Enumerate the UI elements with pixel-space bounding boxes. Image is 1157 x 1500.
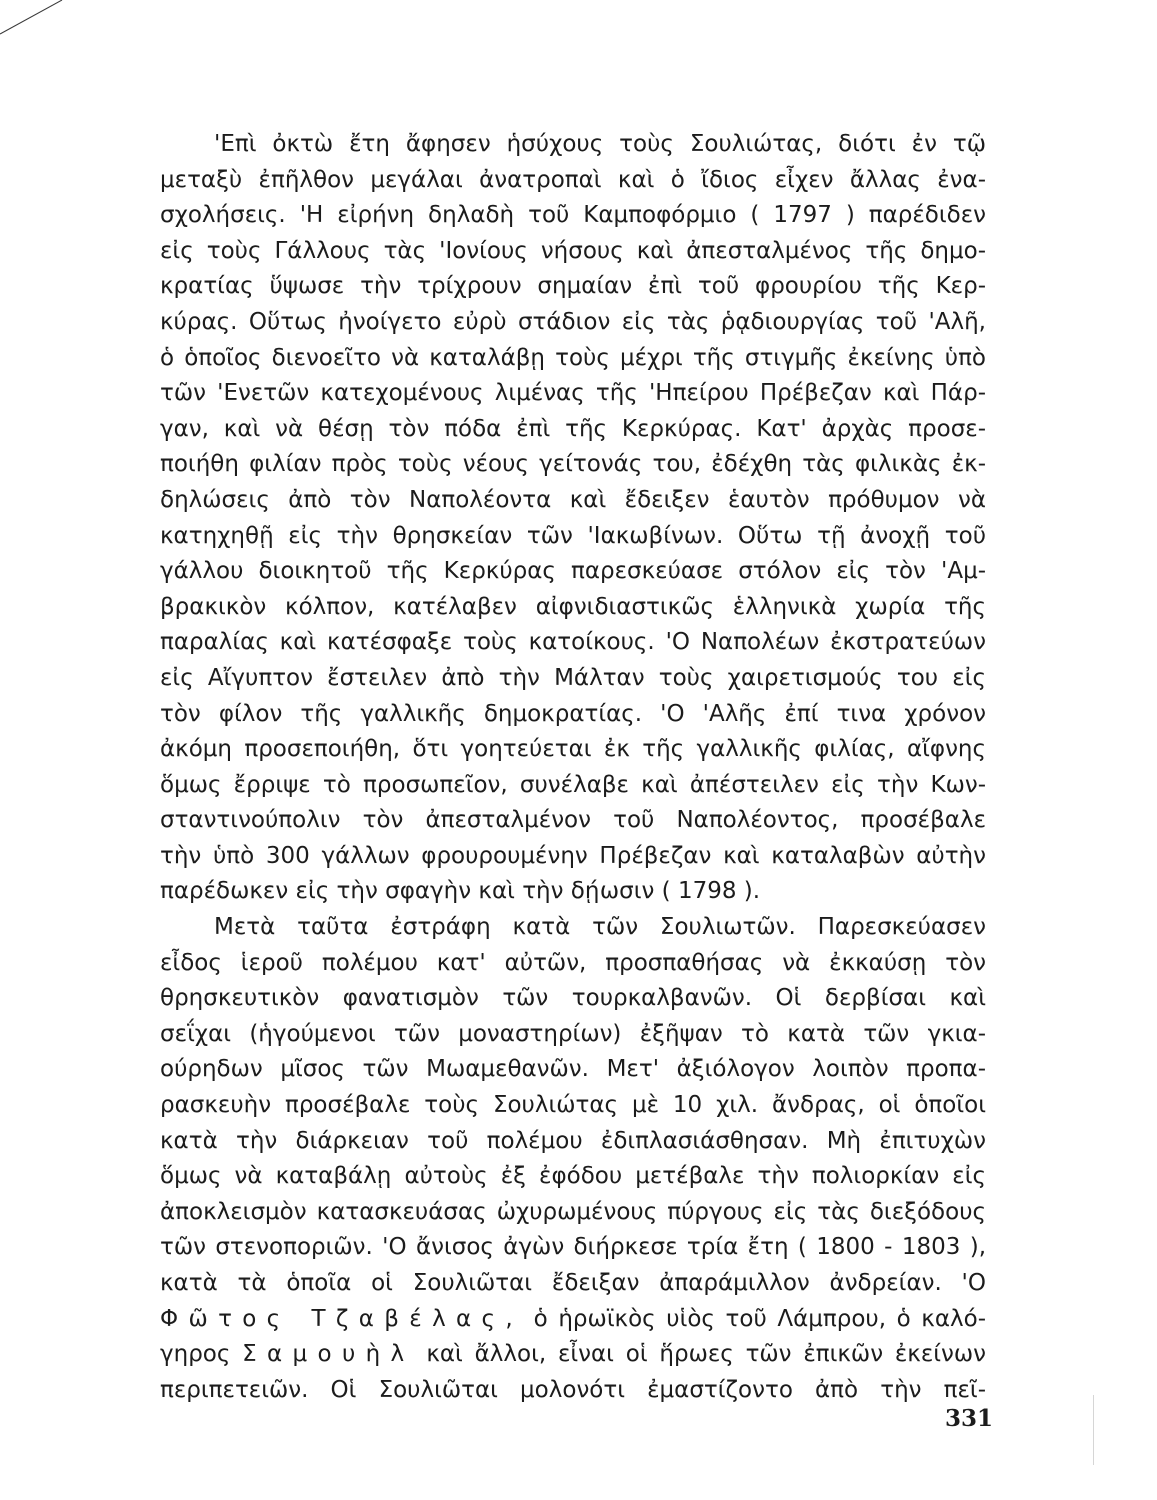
page-number: 331 bbox=[945, 1405, 994, 1432]
text-line: σεΐχαι (ἡγούμενοι τῶν μοναστηρίων) ἐξῆψαν τὸ κατὰ τῶν γκια- bbox=[160, 1020, 986, 1047]
name-fotos-tzavelas: Φῶτος Τζαβέλας, bbox=[160, 1305, 524, 1332]
text-line: περιπετειῶν. Οἱ Σουλιῶται μολονότι ἐμαστίζοντο ἀπὸ τὴν πεῖ- bbox=[160, 1376, 986, 1403]
text-line-fotos bbox=[160, 1302, 986, 1338]
text-line: ὁ ὁποῖος διενοεῖτο νὰ καταλάβῃ τοὺς μέχρι τῆς στιγμῆς ἐκείνης ὑπὸ bbox=[160, 344, 986, 371]
name-samouil: Σαμουὴλ bbox=[242, 1341, 415, 1368]
text-line: κατηχηθῇ εἰς τὴν θρησκείαν τῶν 'Ιακωβίνων. Οὕτω τῇ ἀνοχῇ τοῦ bbox=[160, 522, 986, 549]
text-line: κατὰ τὰ ὁποῖα οἱ Σουλιῶται ἔδειξαν ἀπαράμιλλον ἀνδρείαν. 'Ο bbox=[160, 1270, 986, 1296]
text-line: σταντινούπολιν τὸν ἀπεσταλμένον τοῦ Ναπολέοντος, προσέβαλε bbox=[160, 807, 986, 834]
text-fragment: ὁ ἡρωϊκὸς υἱὸς τοῦ Λάμπρου, ὁ καλό- bbox=[533, 1305, 986, 1332]
text-line: ὅμως νὰ καταβάλῃ αὐτοὺς ἐξ ἐφόδου μετέβαλε τὴν πολιορκίαν εἰς bbox=[160, 1163, 986, 1190]
text-line: ούρηδων μῖσος τῶν Μωαμεθανῶν. Μετ' ἀξιόλογον λοιπὸν προπα- bbox=[160, 1056, 986, 1083]
text-line: κατὰ τὴν διάρκειαν τοῦ πολέμου ἐδιπλασιάσθησαν. Μὴ ἐπιτυχὼν bbox=[160, 1127, 986, 1154]
text-line: τὴν ὑπὸ 300 γάλλων φρουρουμένην Πρέβεζαν καὶ καταλαβὼν αὐτὴν bbox=[160, 842, 986, 869]
text-line: κύρας. Οὕτως ἠνοίγετο εὐρὺ στάδιον εἰς τὰς ῥᾳδιουργίας τοῦ 'Αλῆ, bbox=[160, 308, 986, 335]
text-line: τῶν στενοποριῶν. 'Ο ἄνισος ἀγὼν διήρκεσε τρία ἔτη ( 1800 - 1803 ), bbox=[160, 1234, 986, 1261]
text-line: γάλλου διοικητοῦ τῆς Κερκύρας παρεσκεύασε στόλον εἰς τὸν 'Αμ- bbox=[160, 558, 986, 585]
text-line: ἀκόμη προσεποιήθη, ὅτι γοητεύεται ἐκ τῆς γαλλικῆς φιλίας, αἴφνης bbox=[160, 736, 986, 763]
text-line: τῶν 'Ενετῶν κατεχομένους λιμένας τῆς 'Ηπείρου Πρέβεζαν καὶ Πάρ- bbox=[160, 380, 986, 407]
text-fragment: γηρος bbox=[160, 1341, 231, 1368]
text-line: παρέδωκεν εἰς τὴν σφαγὴν καὶ τὴν δῄωσιν ( 1798 ). bbox=[160, 878, 761, 905]
text-line: γαν, καὶ νὰ θέσῃ τὸν πόδα ἐπὶ τῆς Κερκύρας. Κατ' ἀρχὰς προσε- bbox=[160, 415, 986, 442]
text-line: δηλώσεις ἀπὸ τὸν Ναπολέοντα καὶ ἔδειξεν ἑαυτὸν πρόθυμον νὰ bbox=[160, 486, 986, 513]
text-fragment: καὶ ἄλλοι, εἶναι οἱ ἥρωες τῶν ἐπικῶν ἐκείνων bbox=[426, 1341, 986, 1368]
text-line: σχολήσεις. 'Η εἰρήνη δηλαδὴ τοῦ Καμποφόρμιο ( 1797 ) παρέδιδεν bbox=[160, 202, 986, 229]
text-line-samouil bbox=[160, 1337, 986, 1373]
text-line: 'Επὶ ὀκτὼ ἔτη ἄφησεν ἡσύχους τοὺς Σουλιώτας, διότι ἐν τῷ bbox=[214, 131, 986, 157]
text-line: κρατίας ὕψωσε τὴν τρίχρουν σημαίαν ἐπὶ τοῦ φρουρίου τῆς Κερ- bbox=[160, 273, 986, 300]
text-line: εἰς τοὺς Γάλλους τὰς 'Ιονίους νήσους καὶ ἀπεσταλμένος τῆς δημο- bbox=[160, 237, 986, 264]
text-line: τὸν φίλον τῆς γαλλικῆς δημοκρατίας. 'Ο 'Αλῆς ἐπί τινα χρόνον bbox=[160, 700, 986, 727]
text-line: Μετὰ ταῦτα ἐστράφη κατὰ τῶν Σουλιωτῶν. Παρεσκεύασεν bbox=[214, 914, 986, 941]
text-line: ὅμως ἔρριψε τὸ προσωπεῖον, συνέλαβε καὶ ἀπέστειλεν εἰς τὴν Κων- bbox=[160, 771, 986, 798]
text-line: ποιήθη φιλίαν πρὸς τοὺς νέους γείτονάς του, ἐδέχθη τὰς φιλικὰς ἐκ- bbox=[160, 451, 986, 478]
text-line: ἀποκλεισμὸν κατασκευάσας ὠχυρωμένους πύργους εἰς τὰς διεξόδους bbox=[160, 1198, 986, 1225]
text-line: ρασκευὴν προσέβαλε τοὺς Σουλιώτας μὲ 10 χιλ. ἄνδρας, οἱ ὁποῖοι bbox=[160, 1092, 986, 1119]
text-line: θρησκευτικὸν φανατισμὸν τῶν τουρκαλβανῶν. Οἱ δερβίσαι καὶ bbox=[160, 985, 986, 1012]
page-body bbox=[160, 127, 986, 1408]
text-line: παραλίας καὶ κατέσφαξε τοὺς κατοίκους. 'Ο Ναπολέων ἐκστρατεύων bbox=[160, 629, 986, 656]
text-line: εἰς Αἴγυπτον ἔστειλεν ἀπὸ τὴν Μάλταν τοὺς χαιρετισμούς του εἰς bbox=[160, 664, 986, 691]
text-line: μεταξὺ ἐπῆλθον μεγάλαι ἀνατροπαὶ καὶ ὁ ἴδιος εἶχεν ἄλλας ἐνα- bbox=[160, 166, 986, 193]
page-edge-shadow bbox=[1093, 1395, 1094, 1465]
page-corner-mark bbox=[0, 0, 70, 40]
text-line: εἶδος ἱεροῦ πολέμου κατ' αὐτῶν, προσπαθήσας νὰ ἐκκαύσῃ τὸν bbox=[160, 949, 986, 976]
text-line: βρακικὸν κόλπον, κατέλαβεν αἰφνιδιαστικῶς ἑλληνικὰ χωρία τῆς bbox=[160, 593, 986, 620]
